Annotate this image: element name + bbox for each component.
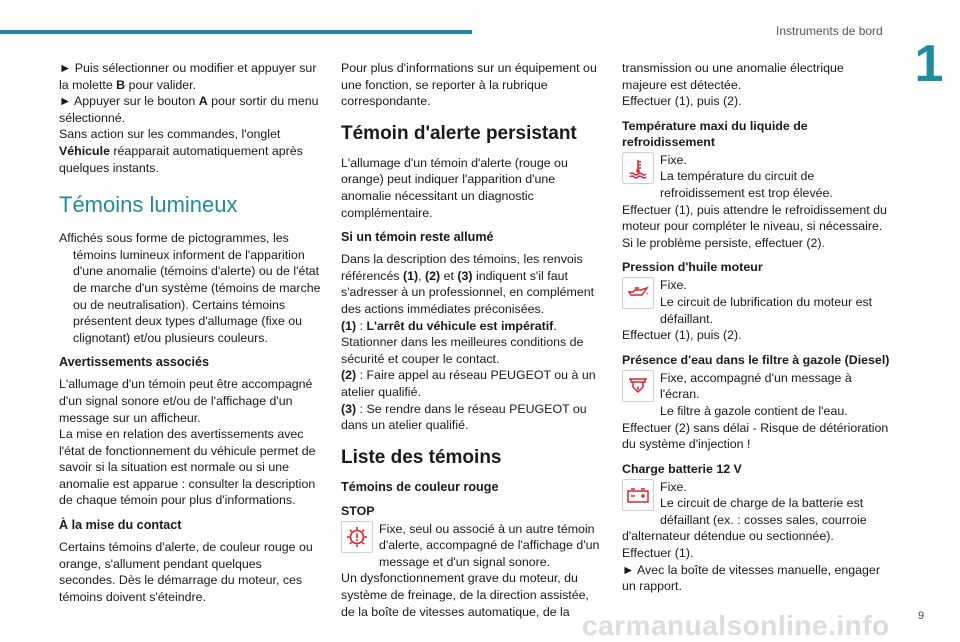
paragraph: Fixe. La température du circuit de refroidissement est trop élevée. Effectuer (1), puis attendre le refroidissement du moteur pour compléter le niveau, si nécessaire. Si le problème persiste, effectuer (2). xyxy=(622,152,887,250)
oil-pressure-icon xyxy=(622,277,654,309)
paragraph: Fixe, seul ou associé à un autre témoin d'alerte, accompagné de l'affichage d'un message et d'un signal sonore. Un dysfonctionnement grave du moteur, du système de freinage, de la direction assistée, de la boîte de vitesses automatique, de la xyxy=(341,521,600,619)
warning-light-oil xyxy=(622,277,890,343)
battery-charge-icon xyxy=(622,479,654,511)
paragraph: ► Puis sélectionner ou modifier et appuyer sur la molette B pour valider. ► Appuyer sur le bouton A pour sortir du menu sélectionné. Sans action sur les commandes, l'onglet Véhicule réapparait automatiquement après quelques instants. xyxy=(59,61,319,175)
chapter-number: 1 xyxy=(914,35,944,93)
heading-pression-huile: Pression d'huile moteur xyxy=(622,260,763,275)
heading-stop: STOP xyxy=(341,503,375,518)
paragraph: Fixe. Le circuit de lubrification du moteur est défaillant. Effectuer (1), puis (2). xyxy=(622,278,873,343)
column-1 xyxy=(59,60,321,613)
paragraph: Pour plus d'informations sur un équipement ou une fonction, se reporter à la rubrique correspondante. xyxy=(341,61,597,109)
heading-temoin-persistant: Témoin d'alerte persistant xyxy=(341,122,577,144)
heading-mise-du-contact: À la mise du contact xyxy=(59,518,182,533)
warning-light-battery xyxy=(622,479,890,595)
page-number: 9 xyxy=(918,610,925,622)
column-3 xyxy=(622,60,890,595)
paragraph: L'allumage d'un témoin d'alerte (rouge ou orange) peut indiquer l'apparition d'une anomalie nécessitant un diagnostic complémentaire. xyxy=(341,155,568,220)
heading-avertissements: Avertissements associés xyxy=(59,355,210,370)
heading-temoin-reste-allume: Si un témoin reste allumé xyxy=(341,230,494,245)
header-accent-bar xyxy=(0,30,472,34)
heading-temoins-rouge: Témoins de couleur rouge xyxy=(341,479,499,494)
section-title: Instruments de bord xyxy=(776,24,883,38)
paragraph: Certains témoins d'alerte, de couleur rouge ou orange, s'allument pendant quelques secondes. Dès le démarrage du moteur, ces témoins doivent s'éteindre. xyxy=(59,540,313,604)
warning-light-stop xyxy=(341,521,605,621)
heading-charge-batterie: Charge batterie 12 V xyxy=(622,461,742,476)
column-2 xyxy=(341,60,605,620)
heading-temperature: Température maxi du liquide de refroidissement xyxy=(622,118,808,149)
heading-temoins-lumineux: Témoins lumineux xyxy=(59,192,238,218)
coolant-temperature-icon xyxy=(622,152,654,184)
warning-light-coolant xyxy=(622,152,890,252)
heading-eau-filtre: Présence d'eau dans le filtre à gazole (Diesel) xyxy=(622,352,890,367)
warning-light-water xyxy=(622,370,890,453)
stop-warning-icon xyxy=(341,521,373,553)
footer-watermark: carmanualsonline.info xyxy=(582,610,890,641)
paragraph: Dans la description des témoins, les renvois référencés (1), (2) et (3) indiquent s'il faut s'adresser à un professionnel, en complément des actions immédiates préconisées. (1) : L'arrêt du véhicule est impératif. Stationner dans les meilleures conditions de sécurité et couper le contact. (2) : Faire appel au réseau PEUGEOT ou à un atelier qualifié. (3) : Se rendre dans le réseau PEUGEOT ou dans un atelier qualifié. xyxy=(341,252,596,433)
paragraph: Affichés sous forme de pictogrammes, les témoins lumineux informent de l'apparition d'une anomalie (témoins d'alerte) ou de l'état de marche d'un système (témoins de marche ou de neutralisation). Certains témoins présentent deux types d'allumage (fixe ou clignotant) et/ou plusieurs couleurs. xyxy=(59,231,321,345)
paragraph: Fixe. Le circuit de charge de la batterie est défaillant (ex. : cosses sales, courroie d'alternateur détendue ou sectionnée). Effectuer (1). ► Avec la boîte de vitesses manuelle, engager un rapport. xyxy=(622,479,880,594)
paragraph: Fixe, accompagné d'un message à l'écran. Le filtre à gazole contient de l'eau. Effectuer (2) sans délai - Risque de détérioration du système d'injection ! xyxy=(622,370,889,452)
paragraph: L'allumage d'un témoin peut être accompagné d'un signal sonore et/ou de l'affichage d'un message sur un afficheur. La mise en relation des avertissements avec l'état de fonctionnement du véhicule permet de savoir si la situation est normale ou si une anomalie est apparue : consulter la description de chaque témoin pour plus d'informations. xyxy=(59,377,316,508)
water-in-fuel-icon xyxy=(622,370,654,402)
paragraph: transmission ou une anomalie électrique majeure est détectée. Effectuer (1), puis (2). xyxy=(622,61,844,109)
heading-liste-des-temoins: Liste des témoins xyxy=(341,446,502,468)
